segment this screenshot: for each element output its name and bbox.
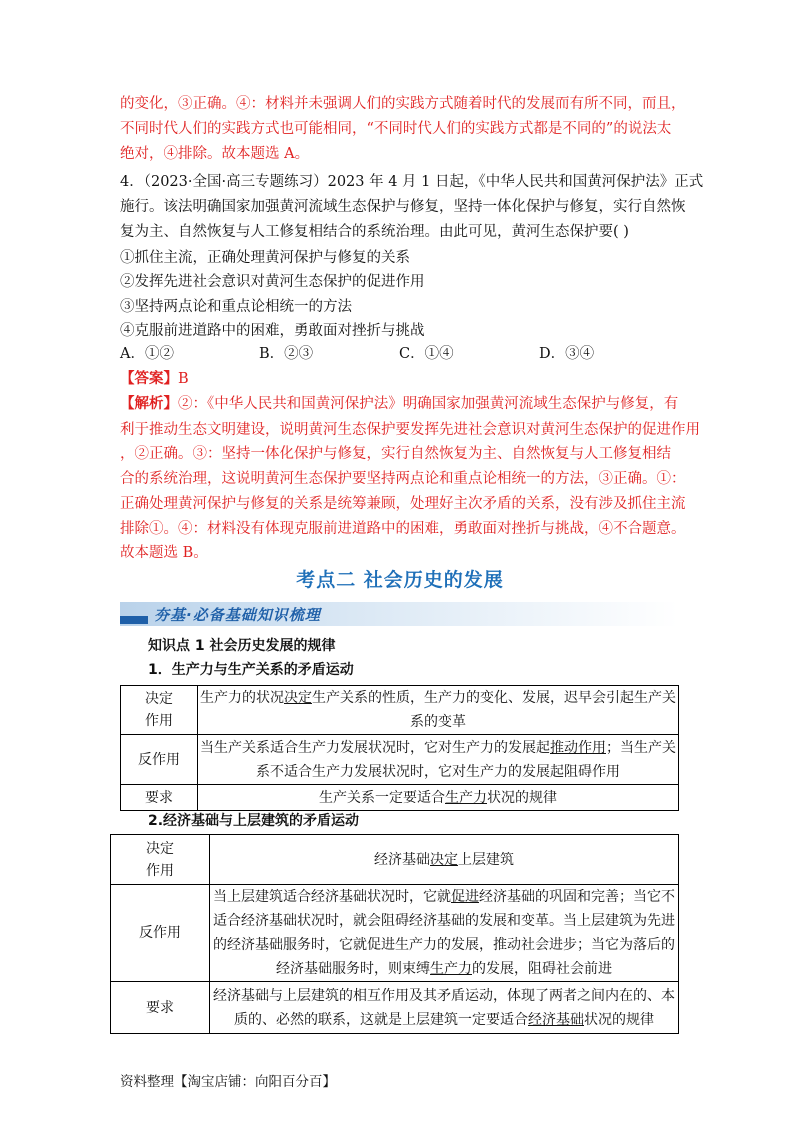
analysis-text-1: ②：《中华人民共和国黄河保护法》明确国家加强黄河流域生态保护与修复，有 — [178, 396, 679, 412]
question4-stem-line-2: 施行。该法明确国家加强黄河流域生态保护与修复，坚持一体化保护与修复，实行自然恢 — [120, 199, 686, 215]
underlined-text: 经济基础 — [528, 1011, 584, 1028]
section-title: 考点二 社会历史的发展 — [296, 569, 504, 591]
table-productive-forces — [120, 685, 679, 811]
table2-cell-decision — [210, 835, 679, 885]
table2-label-reaction: 反作用 — [111, 885, 210, 982]
underlined-text: 推动作用 — [550, 739, 606, 756]
analysis-prev-line-1: 的变化，③正确。④：材料并未强调人们的实践方式随着时代的发展而有所不同，而且， — [120, 96, 686, 112]
statement-2: ②发挥先进社会意识对黄河生态保护的促进作用 — [120, 274, 425, 290]
statement-3: ③坚持两点论和重点论相统一的方法 — [120, 299, 352, 315]
question4-stem-line-3: 复为主、自然恢复与人工修复相结合的系统治理。由此可见，黄河生态保护要( ) — [120, 224, 629, 240]
table2-row-reaction — [111, 885, 679, 982]
banner-bar — [120, 616, 148, 624]
text: 生产关系的性质，生产力的变化、发展，迟早会引起生产关 — [312, 690, 676, 706]
table2-row-requirement — [111, 982, 679, 1034]
table1-cell-reaction — [198, 735, 679, 785]
analysis-line-3: ，②正确。③：坚持一体化保护与修复，实行自然恢复为主、自然恢复与人工修复相结 — [120, 446, 671, 462]
analysis-line-7: 故本题选 B。 — [120, 545, 208, 561]
underlined-text: 决定 — [430, 851, 458, 868]
text: 经济基础的巩固和完善；当它不 — [479, 889, 675, 905]
text: 当上层建筑适合经济基础状况时，它就 — [213, 889, 451, 905]
cell-line: 适合经济基础状况时，就会阻碍经济基础的发展和变革。当上层建筑为先进 — [213, 913, 675, 929]
table-economic-base — [110, 834, 679, 1034]
text: 生产关系一定要适合 — [319, 789, 445, 806]
table1-row-reaction — [121, 735, 679, 785]
text: 质的、必然的联系，这就是上层建筑一定要适合 — [234, 1011, 528, 1028]
analysis-tag: 【解析】 — [120, 395, 178, 412]
answer-value: B — [178, 371, 189, 387]
table1-cell-requirement — [198, 785, 679, 811]
cell-line — [210, 1008, 678, 1032]
subheading-1: 1．生产力与生产关系的矛盾运动 — [148, 662, 354, 678]
cell-line — [198, 736, 678, 760]
banner-title: 夯基·必备基础知识梳理 — [154, 606, 321, 624]
answer-tag: 【答案】 — [120, 370, 178, 387]
footer-note: 资料整理【淘宝店铺：向阳百分百】 — [120, 1074, 336, 1090]
table1-row-requirement — [121, 785, 679, 811]
option-c: C．①④ — [399, 346, 454, 362]
table2-cell-requirement — [210, 982, 679, 1034]
analysis-line-2: 利于推动生态文明建设，说明黄河生态保护要发挥先进社会意识对黄河生态保护的促进作用 — [120, 422, 700, 438]
option-d: D．③④ — [539, 346, 595, 362]
statement-4: ④克服前进道路中的困难，勇敢面对挫折与挑战 — [120, 323, 425, 339]
text: 经济基础服务时，则束缚 — [276, 961, 430, 977]
knowledge-point-title: 知识点 1 社会历史发展的规律 — [148, 638, 336, 654]
text: 经济基础 — [374, 851, 430, 868]
text: 状况的规律 — [487, 789, 557, 806]
table1-cell-decision — [198, 686, 679, 735]
text: 当生产关系适合生产力发展状况时，它对生产力的发展起 — [200, 739, 550, 756]
text: ；当生产关 — [606, 739, 676, 756]
statement-1: ①抓住主流，正确处理黄河保护与修复的关系 — [120, 250, 410, 266]
table2-row-decision — [111, 835, 679, 885]
text: 生产力的状况 — [200, 690, 284, 706]
analysis-line-5: 正确处理黄河保护与修复的关系是统筹兼顾，处理好主次矛盾的关系，没有涉及抓住主流 — [120, 496, 686, 512]
cell-line: 的经济基础服务时，它就促进生产力的发展，推动社会进步；当它为落后的 — [213, 937, 675, 953]
question4-stem-line-1: 4．（2023·全国·高三专题练习）2023 年 4 月 1 日起，《中华人民共和国黄河保护法》正式 — [120, 174, 704, 190]
underlined-text: 生产力 — [445, 789, 487, 806]
table1-label-reaction: 反作用 — [121, 735, 198, 785]
answer-line — [120, 369, 189, 389]
section-banner — [120, 602, 678, 626]
analysis-line-4: 合的系统治理，这说明黄河生态保护要坚持两点论和重点论相统一的方法，③正确。①： — [120, 471, 686, 487]
option-a: A．①② — [120, 346, 174, 362]
text: 状况的规律 — [584, 1011, 654, 1028]
text: 上层建筑 — [458, 851, 514, 868]
cell-line — [210, 957, 678, 981]
cell-line: 系的变革 — [410, 714, 466, 730]
label-line: 决定 — [146, 840, 174, 857]
table1-row-decision — [121, 686, 679, 735]
table2-cell-reaction — [210, 885, 679, 982]
table2-label-requirement: 要求 — [111, 982, 210, 1034]
analysis-prev-line-2: 不同时代人们的实践方式也可能相同，“不同时代人们的实践方式都是不同的”的说法太 — [120, 121, 672, 137]
analysis-line-1 — [120, 394, 678, 414]
analysis-line-6: 排除①。④：材料没有体现克服前进道路中的困难，勇敢面对挫折与挑战，④不合题意。 — [120, 521, 686, 537]
text: 的发展，阻碍社会前进 — [472, 961, 612, 977]
cell-line: 经济基础与上层建筑的相互作用及其矛盾运动，体现了两者之间内在的、本 — [213, 987, 675, 1004]
cell-line — [198, 686, 678, 710]
underlined-text: 生产力 — [430, 961, 472, 977]
table1-label-decision — [121, 686, 198, 735]
underlined-text: 决定 — [284, 690, 312, 706]
underlined-text: 促进 — [451, 889, 479, 905]
table2-label-decision — [111, 835, 210, 885]
cell-line: 系不适合生产力发展状况时，它对生产力的发展起阻碍作用 — [256, 763, 620, 780]
cell-line — [210, 885, 678, 909]
table1-label-requirement: 要求 — [121, 785, 198, 811]
label-line: 决定 — [145, 691, 173, 707]
analysis-prev-line-3: 绝对，④排除。故本题选 A。 — [120, 146, 310, 162]
subheading-2: 2.经济基础与上层建筑的矛盾运动 — [148, 813, 360, 829]
option-b: B．②③ — [259, 346, 314, 362]
label-line: 作用 — [145, 713, 173, 729]
label-line: 作用 — [146, 862, 174, 879]
